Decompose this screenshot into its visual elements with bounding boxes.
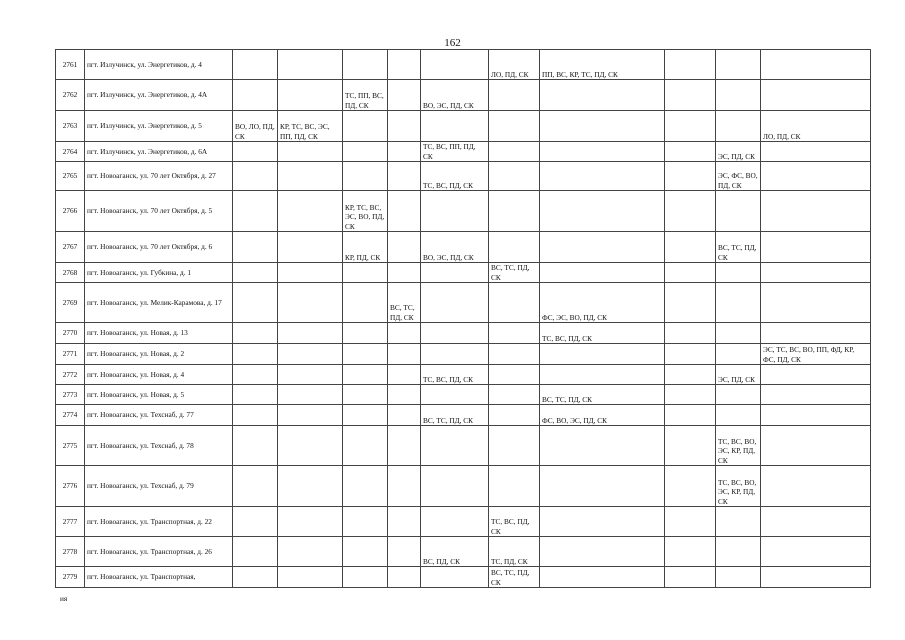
work-type-cell <box>343 537 388 567</box>
work-type-cell <box>665 80 716 111</box>
table-row <box>56 142 871 162</box>
work-type-cell <box>388 426 421 466</box>
work-type-cell <box>540 111 665 142</box>
work-type-cell <box>716 50 761 80</box>
work-type-cell <box>233 426 278 466</box>
work-type-cell <box>421 507 489 537</box>
work-type-cell <box>489 232 540 263</box>
row-number: 2773 <box>56 385 85 405</box>
work-type-cell <box>278 426 343 466</box>
work-type-cell <box>278 507 343 537</box>
work-type-cell <box>233 537 278 567</box>
work-type-cell: ТС, ВС, ПП, ПД, СК <box>421 142 489 162</box>
work-type-cell <box>388 50 421 80</box>
work-type-cell: ТС, ВС, ВО, ЭС, КР, ПД, СК <box>716 426 761 466</box>
work-type-cell <box>388 263 421 283</box>
work-type-cell: ТС, ВС, ПД, СК <box>540 323 665 344</box>
table-row <box>56 405 871 426</box>
address-cell: пгт. Новоаганск, ул. Новая, д. 13 <box>85 323 233 344</box>
work-type-cell: ТС, ПП, ВС, ПД, СК <box>343 80 388 111</box>
work-type-cell <box>665 111 716 142</box>
work-type-cell <box>540 567 665 588</box>
work-type-cell <box>233 507 278 537</box>
work-type-cell <box>233 263 278 283</box>
work-type-cell <box>421 567 489 588</box>
work-type-cell <box>489 142 540 162</box>
page-number: 162 <box>444 37 461 49</box>
work-type-cell <box>489 80 540 111</box>
address-cell: пгт. Новоаганск, ул. Техснаб, д. 79 <box>85 466 233 507</box>
row-number: 2772 <box>56 365 85 385</box>
work-type-cell <box>761 537 871 567</box>
work-type-cell <box>761 507 871 537</box>
address-cell: пгт. Новоаганск, ул. Транспортная, д. 26 <box>85 537 233 567</box>
work-type-cell <box>665 283 716 323</box>
work-type-cell: ФС, ВО, ЭС, ПД, СК <box>540 405 665 426</box>
work-type-cell <box>665 232 716 263</box>
row-number: 2763 <box>56 111 85 142</box>
table-row <box>56 344 871 365</box>
work-type-cell <box>343 466 388 507</box>
work-type-cell <box>233 191 278 232</box>
work-type-cell <box>665 162 716 191</box>
work-type-cell <box>421 385 489 405</box>
address-cell: пгт. Излучинск, ул. Энергетиков, д. 4А <box>85 80 233 111</box>
work-type-cell <box>540 80 665 111</box>
row-number: 2762 <box>56 80 85 111</box>
work-type-cell <box>761 283 871 323</box>
work-type-cell <box>540 162 665 191</box>
work-type-cell: КР, ТС, ВС, ЭС, ВО, ПД, СК <box>343 191 388 232</box>
work-type-cell: ЭС, ПД, СК <box>716 365 761 385</box>
work-type-cell <box>233 466 278 507</box>
work-type-cell <box>421 50 489 80</box>
work-type-cell: ЭС, ТС, ВС, ВО, ПП, ФД, КР, ФС, ПД, СК <box>761 344 871 365</box>
work-type-cell <box>343 426 388 466</box>
table-row <box>56 162 871 191</box>
work-type-cell <box>421 344 489 365</box>
address-cell: пгт. Новоаганск, ул. Губкина, д. 1 <box>85 263 233 283</box>
row-number: 2775 <box>56 426 85 466</box>
work-type-cell <box>761 263 871 283</box>
address-cell: пгт. Новоаганск, ул. Новая, д. 5 <box>85 385 233 405</box>
work-type-cell <box>388 80 421 111</box>
work-type-cell <box>278 80 343 111</box>
work-type-cell <box>421 191 489 232</box>
work-type-cell <box>388 567 421 588</box>
table-row <box>56 191 871 232</box>
work-type-cell <box>278 50 343 80</box>
work-type-cell <box>388 537 421 567</box>
work-type-cell: ВО, ЛО, ПД, СК <box>233 111 278 142</box>
work-type-cell <box>489 344 540 365</box>
work-type-cell <box>540 142 665 162</box>
work-type-cell <box>233 365 278 385</box>
work-type-cell <box>761 80 871 111</box>
work-type-cell <box>665 567 716 588</box>
work-type-cell <box>421 426 489 466</box>
work-type-cell <box>665 142 716 162</box>
work-type-cell <box>278 191 343 232</box>
work-type-cell <box>233 323 278 344</box>
work-type-cell <box>761 232 871 263</box>
work-type-cell <box>716 323 761 344</box>
work-type-cell <box>665 507 716 537</box>
work-type-cell: ТС, ПД, СК <box>489 537 540 567</box>
work-type-cell <box>343 162 388 191</box>
work-type-cell: ПП, ВС, КР, ТС, ПД, СК <box>540 50 665 80</box>
work-type-cell <box>540 263 665 283</box>
work-type-cell <box>761 365 871 385</box>
work-type-cell <box>489 191 540 232</box>
table-row <box>56 283 871 323</box>
table-row <box>56 507 871 537</box>
address-cell: пгт. Новоаганск, ул. Техснаб, д. 77 <box>85 405 233 426</box>
work-type-cell: ВО, ЭС, ПД, СК <box>421 80 489 111</box>
work-type-cell <box>665 405 716 426</box>
address-cell: пгт. Новоаганск, ул. Транспортная, д. 22 <box>85 507 233 537</box>
work-type-cell <box>761 567 871 588</box>
work-type-cell <box>716 507 761 537</box>
work-type-cell: ВС, ТС, ПД, СК <box>388 283 421 323</box>
work-type-cell <box>761 50 871 80</box>
address-cell: пгт. Излучинск, ул. Энергетиков, д. 5 <box>85 111 233 142</box>
table-row <box>56 567 871 588</box>
work-type-cell: ВС, ТС, ПД, СК <box>421 405 489 426</box>
work-type-cell <box>388 162 421 191</box>
address-cell: пгт. Новоаганск, ул. Техснаб, д. 78 <box>85 426 233 466</box>
work-type-cell <box>665 426 716 466</box>
work-type-cell <box>716 385 761 405</box>
work-type-cell <box>388 142 421 162</box>
work-type-cell <box>233 142 278 162</box>
row-number: 2779 <box>56 567 85 588</box>
work-type-cell <box>343 507 388 537</box>
work-type-cell <box>278 537 343 567</box>
work-type-cell <box>761 466 871 507</box>
address-cell: пгт. Новоаганск, ул. Мелик-Карамова, д. 17 <box>85 283 233 323</box>
schedule-table <box>55 49 871 588</box>
work-type-cell <box>343 365 388 385</box>
work-type-cell <box>343 344 388 365</box>
work-type-cell <box>343 283 388 323</box>
work-type-cell <box>540 537 665 567</box>
work-type-cell <box>489 385 540 405</box>
table-row <box>56 111 871 142</box>
work-type-cell <box>343 323 388 344</box>
work-type-cell: ЭС, ФС, ВО, ПД, СК <box>716 162 761 191</box>
work-type-cell: ФС, ЭС, ВО, ПД, СК <box>540 283 665 323</box>
work-type-cell <box>278 405 343 426</box>
work-type-cell <box>540 507 665 537</box>
work-type-cell <box>540 191 665 232</box>
work-type-cell <box>761 405 871 426</box>
address-cell: пгт. Излучинск, ул. Энергетиков, д. 4 <box>85 50 233 80</box>
work-type-cell <box>716 263 761 283</box>
row-number: 2761 <box>56 50 85 80</box>
table-row <box>56 50 871 80</box>
work-type-cell <box>421 323 489 344</box>
work-type-cell <box>489 111 540 142</box>
row-number: 2764 <box>56 142 85 162</box>
work-type-cell <box>278 344 343 365</box>
work-type-cell: ТС, ВС, ВО, ЭС, КР, ПД, СК <box>716 466 761 507</box>
work-type-cell: ТС, ВС, ПД, СК <box>489 507 540 537</box>
work-type-cell <box>233 50 278 80</box>
work-type-cell: ЛО, ПД, СК <box>489 50 540 80</box>
work-type-cell <box>665 537 716 567</box>
work-type-cell <box>761 142 871 162</box>
work-type-cell <box>665 344 716 365</box>
address-cell: пгт. Новоаганск, ул. Транспортная, <box>85 567 233 588</box>
work-type-cell: ВС, ТС, ПД, СК <box>716 232 761 263</box>
work-type-cell <box>489 405 540 426</box>
row-number: 2770 <box>56 323 85 344</box>
work-type-cell <box>665 323 716 344</box>
work-type-cell <box>278 162 343 191</box>
row-number: 2777 <box>56 507 85 537</box>
work-type-cell <box>388 111 421 142</box>
address-cell: пгт. Новоаганск, ул. 70 лет Октября, д. 27 <box>85 162 233 191</box>
work-type-cell <box>716 405 761 426</box>
work-type-cell: КР, ТС, ВС, ЭС, ПП, ПД, СК <box>278 111 343 142</box>
work-type-cell <box>278 142 343 162</box>
work-type-cell <box>233 162 278 191</box>
row-number: 2774 <box>56 405 85 426</box>
work-type-cell <box>233 567 278 588</box>
work-type-cell <box>388 385 421 405</box>
work-type-cell <box>489 162 540 191</box>
row-number: 2778 <box>56 537 85 567</box>
work-type-cell <box>716 111 761 142</box>
table-row <box>56 263 871 283</box>
work-type-cell <box>343 405 388 426</box>
address-cell: пгт. Новоаганск, ул. Новая, д. 4 <box>85 365 233 385</box>
work-type-cell <box>278 365 343 385</box>
table-row <box>56 385 871 405</box>
work-type-cell <box>540 466 665 507</box>
work-type-cell <box>233 344 278 365</box>
table-row <box>56 365 871 385</box>
work-type-cell <box>489 365 540 385</box>
work-type-cell <box>716 537 761 567</box>
work-type-cell <box>421 263 489 283</box>
work-type-cell: ТС, ВС, ПД, СК <box>421 365 489 385</box>
row-number: 2765 <box>56 162 85 191</box>
address-cell: пгт. Излучинск, ул. Энергетиков, д. 6А <box>85 142 233 162</box>
address-cell: пгт. Новоаганск, ул. 70 лет Октября, д. 5 <box>85 191 233 232</box>
work-type-cell <box>388 191 421 232</box>
work-type-cell <box>233 385 278 405</box>
work-type-cell <box>278 323 343 344</box>
work-type-cell <box>388 365 421 385</box>
work-type-cell <box>388 405 421 426</box>
work-type-cell <box>421 283 489 323</box>
work-type-cell <box>278 263 343 283</box>
work-type-cell <box>665 466 716 507</box>
work-type-cell <box>761 385 871 405</box>
work-type-cell <box>665 365 716 385</box>
work-type-cell <box>343 111 388 142</box>
work-type-cell <box>343 50 388 80</box>
work-type-cell <box>761 323 871 344</box>
work-type-cell <box>716 567 761 588</box>
work-type-cell <box>489 466 540 507</box>
work-type-cell <box>388 323 421 344</box>
work-type-cell: ТС, ВС, ПД, СК <box>421 162 489 191</box>
work-type-cell <box>489 283 540 323</box>
work-type-cell <box>278 466 343 507</box>
work-type-cell: КР, ПД, СК <box>343 232 388 263</box>
work-type-cell <box>421 111 489 142</box>
work-type-cell <box>489 426 540 466</box>
work-type-cell <box>278 232 343 263</box>
work-type-cell <box>233 80 278 111</box>
row-number: 2768 <box>56 263 85 283</box>
work-type-cell: ЛО, ПД, СК <box>761 111 871 142</box>
work-type-cell <box>233 232 278 263</box>
work-type-cell <box>388 232 421 263</box>
work-type-cell <box>233 405 278 426</box>
row-number: 2766 <box>56 191 85 232</box>
work-type-cell <box>761 162 871 191</box>
work-type-cell <box>343 385 388 405</box>
table-row <box>56 537 871 567</box>
table-body <box>56 50 871 588</box>
table-row <box>56 426 871 466</box>
work-type-cell: ВС, ТС, ПД, СК <box>540 385 665 405</box>
work-type-cell <box>716 283 761 323</box>
table-row <box>56 232 871 263</box>
work-type-cell <box>540 232 665 263</box>
work-type-cell <box>388 507 421 537</box>
work-type-cell: ВО, ЭС, ПД, СК <box>421 232 489 263</box>
work-type-cell: ВС, ТС, ПД, СК <box>489 567 540 588</box>
work-type-cell <box>540 344 665 365</box>
work-type-cell <box>716 191 761 232</box>
address-cell: пгт. Новоаганск, ул. 70 лет Октября, д. 6 <box>85 232 233 263</box>
work-type-cell <box>343 567 388 588</box>
work-type-cell <box>716 344 761 365</box>
work-type-cell <box>761 426 871 466</box>
work-type-cell: ЭС, ПД, СК <box>716 142 761 162</box>
work-type-cell <box>716 80 761 111</box>
work-type-cell <box>665 191 716 232</box>
work-type-cell <box>665 50 716 80</box>
table-row <box>56 466 871 507</box>
work-type-cell <box>665 385 716 405</box>
work-type-cell <box>540 426 665 466</box>
row-number: 2771 <box>56 344 85 365</box>
work-type-cell: ВС, ТС, ПД, СК <box>489 263 540 283</box>
work-type-cell <box>278 567 343 588</box>
address-cell: пгт. Новоаганск, ул. Новая, д. 2 <box>85 344 233 365</box>
work-type-cell <box>489 323 540 344</box>
row-number: 2769 <box>56 283 85 323</box>
work-type-cell <box>278 385 343 405</box>
work-type-cell <box>388 466 421 507</box>
work-type-cell <box>343 263 388 283</box>
row-number: 2767 <box>56 232 85 263</box>
table-row <box>56 323 871 344</box>
footer-note: ия <box>60 594 68 603</box>
work-type-cell <box>665 263 716 283</box>
work-type-cell <box>540 365 665 385</box>
work-type-cell <box>761 191 871 232</box>
work-type-cell <box>343 142 388 162</box>
table-row <box>56 80 871 111</box>
work-type-cell <box>421 466 489 507</box>
row-number: 2776 <box>56 466 85 507</box>
work-type-cell <box>388 344 421 365</box>
work-type-cell: ВС, ПД, СК <box>421 537 489 567</box>
work-type-cell <box>278 283 343 323</box>
work-type-cell <box>233 283 278 323</box>
